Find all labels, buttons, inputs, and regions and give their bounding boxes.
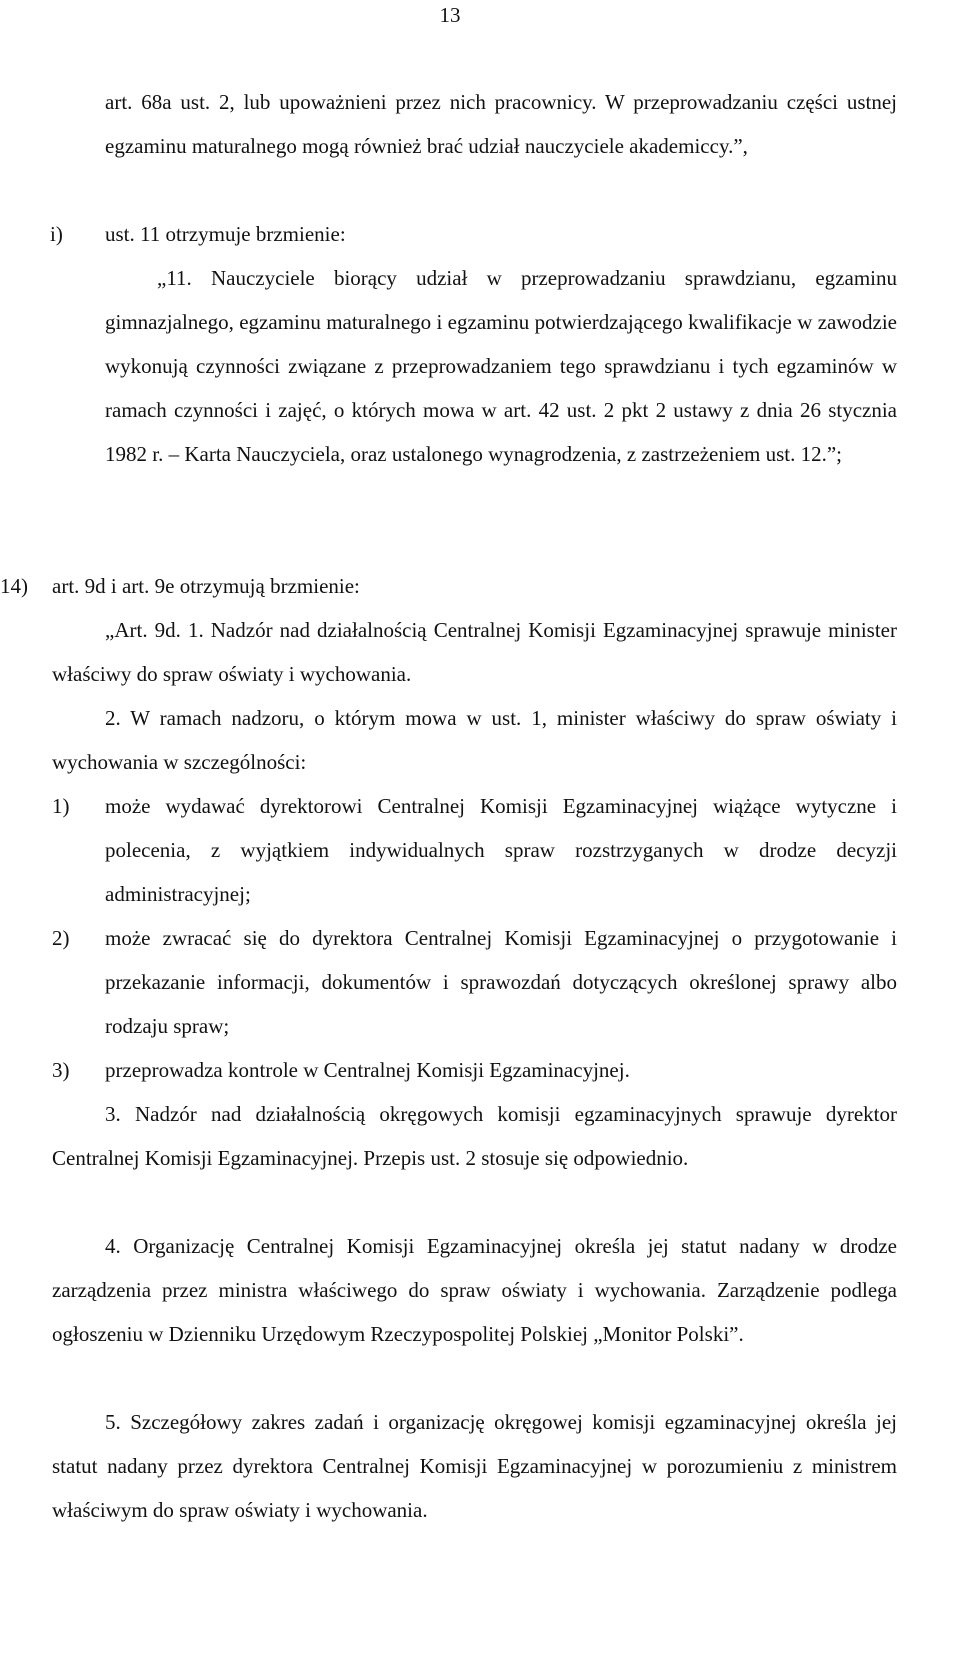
item-i-text: ust. 11 otrzymuje brzmienie:: [105, 222, 346, 246]
paragraph-art68a-continuation: art. 68a ust. 2, lub upoważnieni przez nich pracownicy. W przeprowadzaniu części ustnej egzaminu maturalnego mogą również brać udział nauczyciele akademiccy.”,: [105, 90, 897, 158]
paragraph-art9d-ust5: 5. Szczegółowy zakres zadań i organizację okręgowej komisji egzaminacyjnej określa jej statut nadany przez dyrektora Centralnej Komisji Egzaminacyjnej w porozumieniu z ministrem właściwym do spraw oświaty i wychowania.: [52, 1410, 897, 1522]
page-number: 13: [439, 3, 461, 27]
paragraph-art9d-ust4: 4. Organizację Centralnej Komisji Egzaminacyjnej określa jej statut nadany w drodze zarządzenia przez ministra właściwego do spraw oświaty i wychowania. Zarządzenie podlega ogłoszeniu w Dzienniku Urzędowym Rzeczypospolitej Polskiej „Monitor Polski”.: [52, 1234, 897, 1346]
point-1-label: 1): [52, 794, 70, 818]
item-14-text: art. 9d i art. 9e otrzymują brzmienie:: [52, 574, 360, 598]
item-i-label: i): [50, 222, 63, 246]
point-2-label: 2): [52, 926, 70, 950]
paragraph-art9d-ust2: 2. W ramach nadzoru, o którym mowa w ust. 1, minister właściwy do spraw oświaty i wychowania w szczególności:: [52, 706, 897, 774]
point-1-text: może wydawać dyrektorowi Centralnej Komisji Egzaminacyjnej wiążące wytyczne i polecenia, z wyjątkiem indywidualnych spraw rozstrzyganych w drodze decyzji administracyjnej;: [105, 794, 897, 906]
point-2-text: może zwracać się do dyrektora Centralnej Komisji Egzaminacyjnej o przygotowanie i przekazanie informacji, dokumentów i sprawozdań dotyczących określonej sprawy albo rodzaju spraw;: [105, 926, 897, 1038]
point-3-text: przeprowadza kontrole w Centralnej Komisji Egzaminacyjnej.: [105, 1058, 630, 1082]
point-3-label: 3): [52, 1058, 70, 1082]
paragraph-ust11: „11. Nauczyciele biorący udział w przeprowadzaniu sprawdzianu, egzaminu gimnazjalnego, egzaminu maturalnego i egzaminu potwierdzającego kwalifikacje w zawodzie wykonują czynności związane z przeprowadzaniem tego sprawdzianu i tych egzaminów w ramach czynności i zajęć, o których mowa w art. 42 ust. 2 pkt 2 ustawy z dnia 26 stycznia 1982 r. – Karta Nauczyciela, oraz ustalonego wynagrodzenia, z zastrzeżeniem ust. 12.”;: [105, 266, 897, 466]
item-14-label: 14): [0, 574, 28, 598]
paragraph-art9d-ust1: „Art. 9d. 1. Nadzór nad działalnością Centralnej Komisji Egzaminacyjnej sprawuje minister właściwy do spraw oświaty i wychowania.: [52, 618, 897, 686]
paragraph-art9d-ust3: 3. Nadzór nad działalnością okręgowych komisji egzaminacyjnych sprawuje dyrektor Centralnej Komisji Egzaminacyjnej. Przepis ust. 2 stosuje się odpowiednio.: [52, 1102, 897, 1170]
